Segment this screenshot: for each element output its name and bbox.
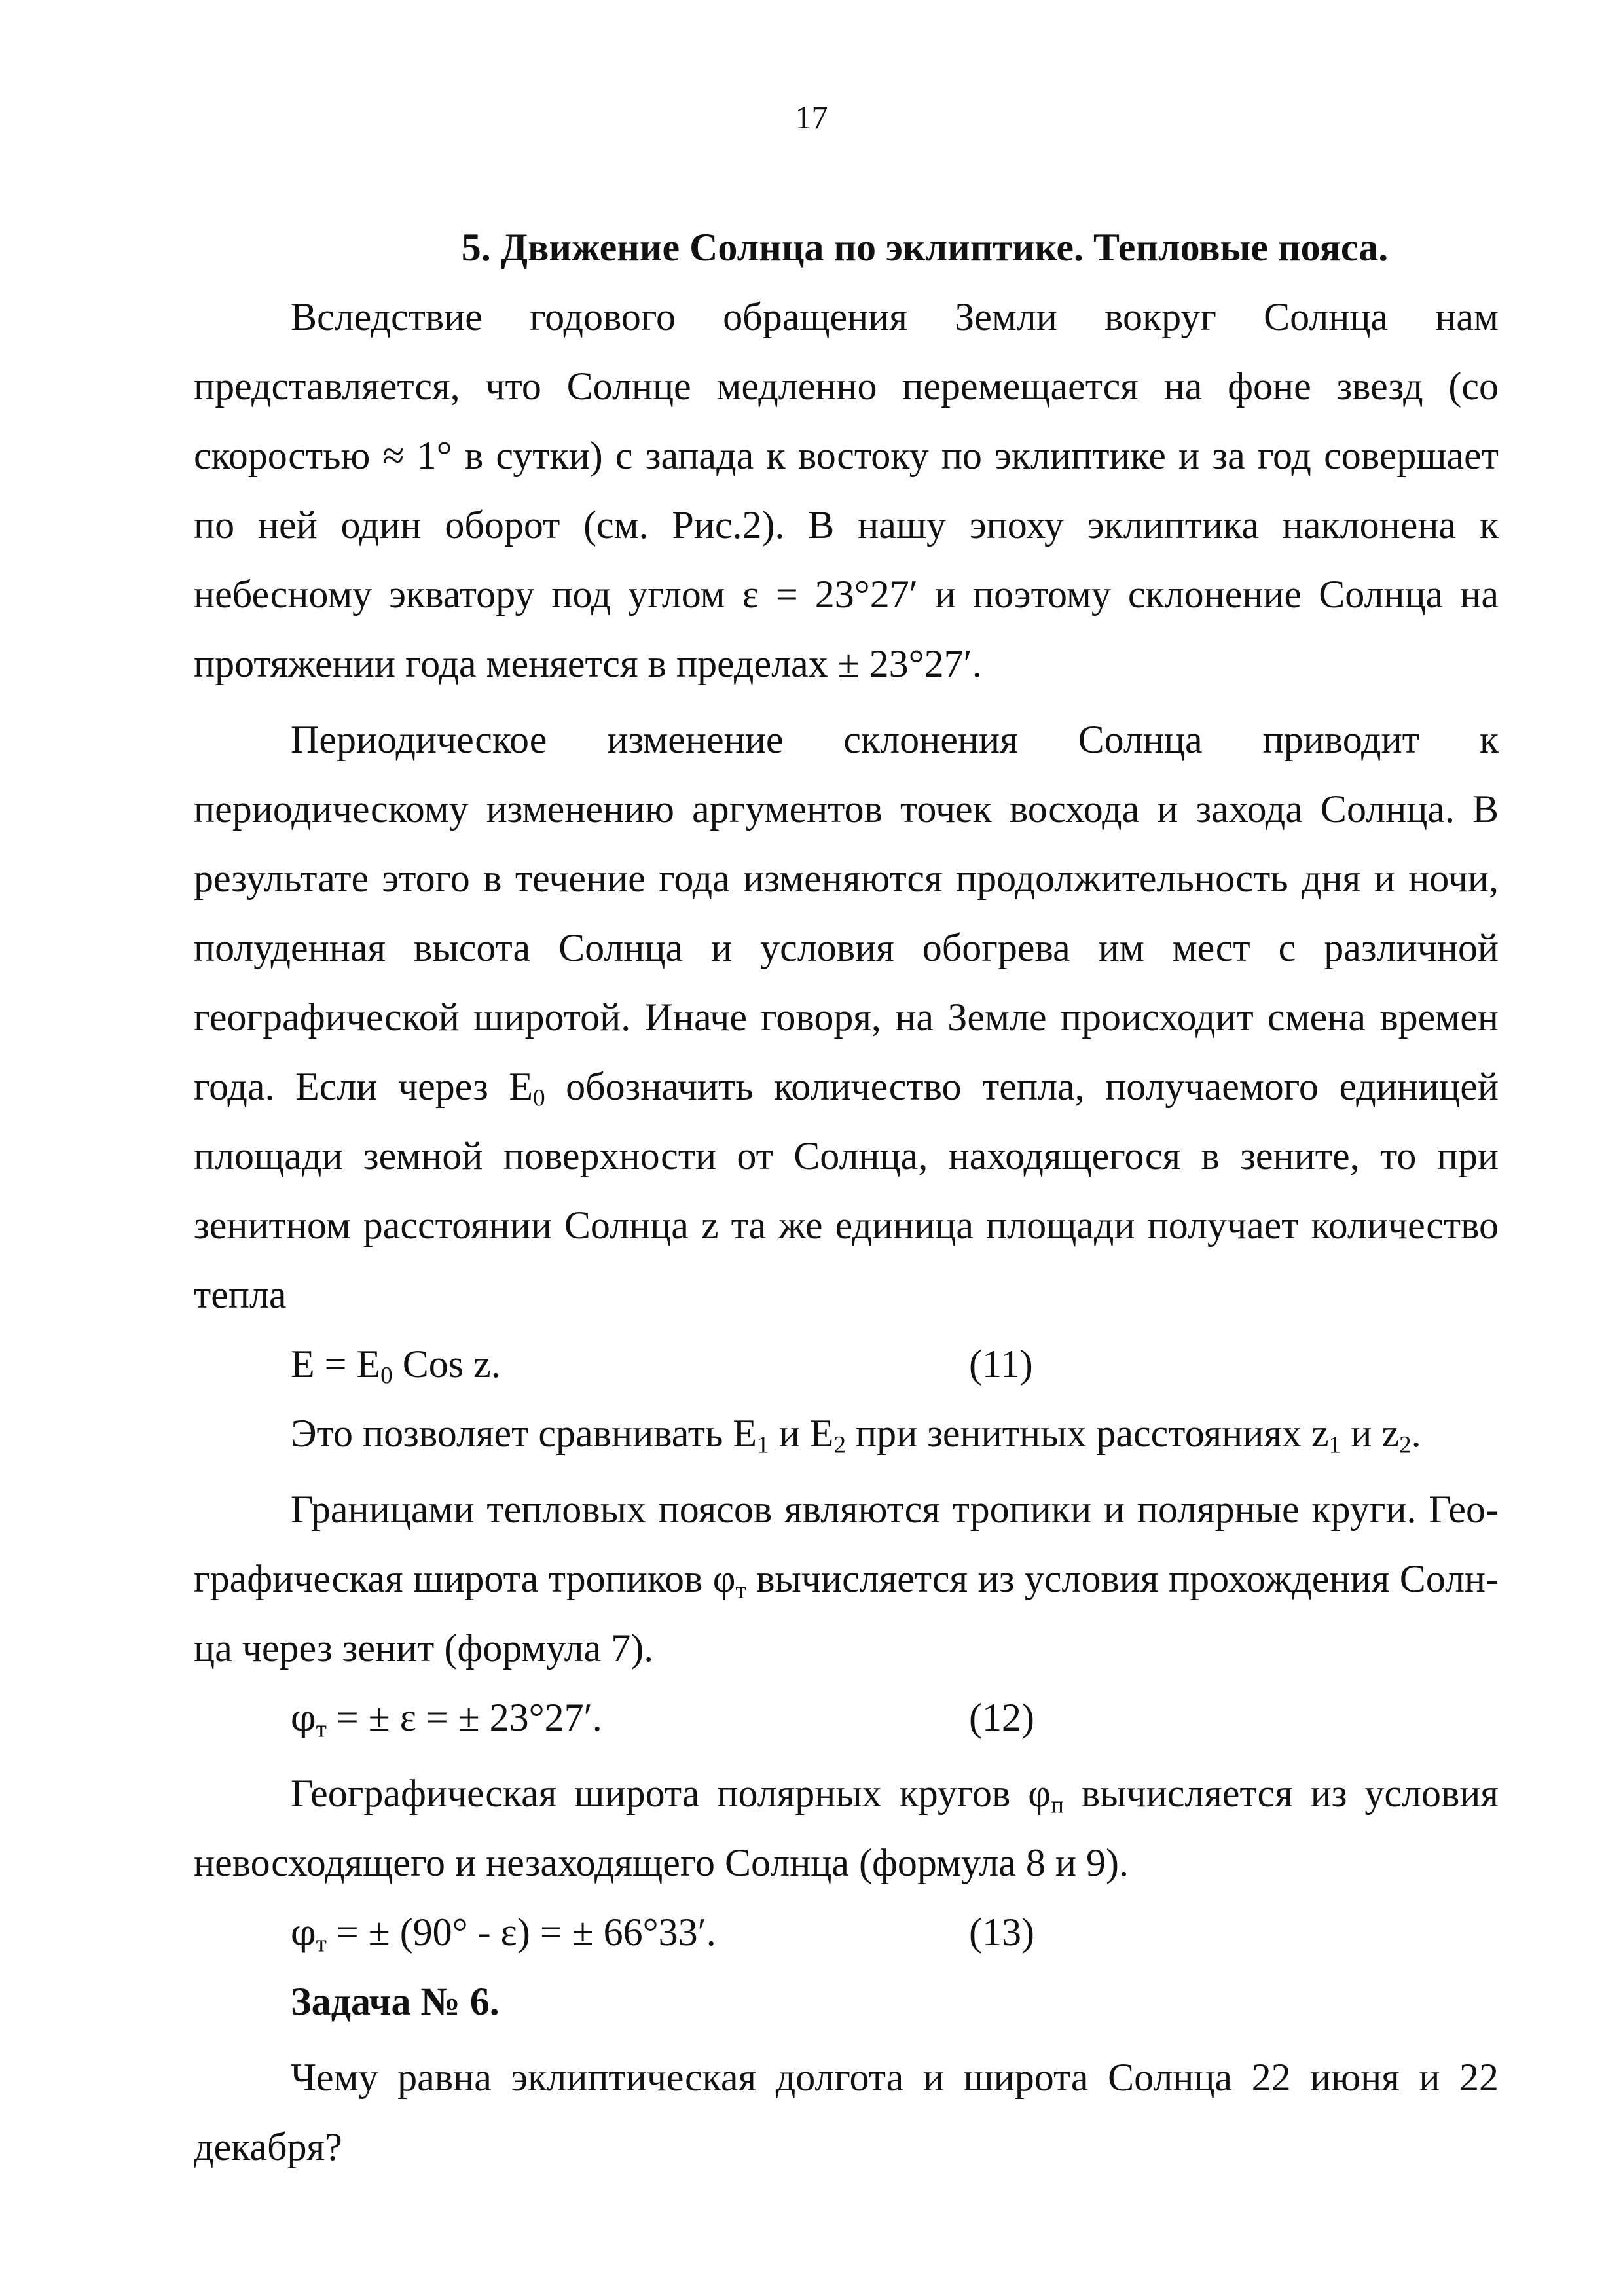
task-text: Чему равна эклиптическая долгота и широта Солнца 22 июня и 22 декабря? [194,2056,1499,2168]
paragraph-text: . [1411,1412,1421,1455]
formula-text: E = E [291,1342,381,1386]
subscript: т [316,1930,327,1958]
paragraph-text: при зенитных расстояниях z [845,1412,1329,1455]
equation-number: (11) [969,1342,1033,1386]
paragraph-text: и E [769,1412,834,1455]
paragraph-declination-change [194,705,1499,1329]
formula-text: φ [291,1698,316,1740]
paragraph-text: и z [1341,1412,1399,1455]
equation-number: (13) [969,1910,1034,1954]
paragraph-text: Границами тепловых поясов являются тропики и полярные круги. Географическая широта тропиков φ [194,1488,1499,1600]
paragraph-polar-circles [194,1759,1499,1897]
task-title: Задача № 6. [291,1980,500,2023]
subscript: 0 [533,1085,545,1112]
paragraph-text: обозначить количество тепла, получаемого единицей площади земной поверхности от Солнца, находящегося в зените, то при зенитном расстоянии Солнца z та же единица площади получает количество тепла [194,1065,1499,1316]
formula-12 [194,1683,1499,1752]
formula-text: = ± ε = ± 23°27′. [326,1696,602,1739]
paragraph-text: Периодическое изменение склонения Солнца приводит к периодическому изменению аргументов точек восхода и захода Солнца. В результате этого в течение года изменяются продолжительность дня и ночи, полуденная высота Солнца и условия обогрева им мест с различной географической широтой. Иначе говоря, на Земле происходит смена времен года. Если через E [194,718,1499,1108]
formula-11 [194,1329,1499,1399]
paragraph-ecliptic-motion: Вследствие годового обращения Земли вокруг Солнца нам представляется, что Солнце медленно перемещается на фоне звезд (со скоростью ≈ 1° в сутки) с запада к востоку по эклиптике и за год совершает по ней один оборот (см. Рис.2). В нашу эпоху эклиптика наклонена к небесному экватору под углом ε = 23°27′ и поэтому склонение Солнца на протяжении года меняется в пределах ± 23°27′. [194,295,1499,685]
paragraph-text: Географическая широта полярных кругов φ [291,1772,1051,1815]
formula-text: Cos z. [392,1342,501,1386]
subscript: т [316,1715,327,1743]
formula-text: = ± (90° - ε) = ± 66°33′. [326,1910,716,1954]
paragraph-text: вычисляется из условия невосходящего и незаходящего Солнца (формула 8 и 9). [194,1772,1499,1884]
section-heading: 5. Движение Солнца по эклиптике. Тепловые пояса. [461,226,1389,269]
formula-text: φ [291,1912,316,1954]
paragraph-tropics [194,1475,1499,1683]
paragraph-text: вычисляется из условия прохождения Солнца через зенит (формула 7). [194,1557,1499,1670]
subscript: 2 [833,1431,846,1459]
page-number: 17 [795,99,828,135]
paragraph-compare [194,1399,1499,1468]
subscript: 0 [380,1362,393,1390]
subscript: т [735,1577,746,1604]
page-content [194,213,1499,2181]
formula-13 [194,1897,1499,1967]
subscript: 1 [757,1431,769,1459]
subscript: 2 [1398,1431,1412,1459]
subscript: 1 [1328,1431,1341,1459]
equation-number: (12) [969,1696,1034,1739]
paragraph-text: Это позволяет сравнивать E [291,1412,757,1455]
subscript: п [1050,1791,1064,1819]
